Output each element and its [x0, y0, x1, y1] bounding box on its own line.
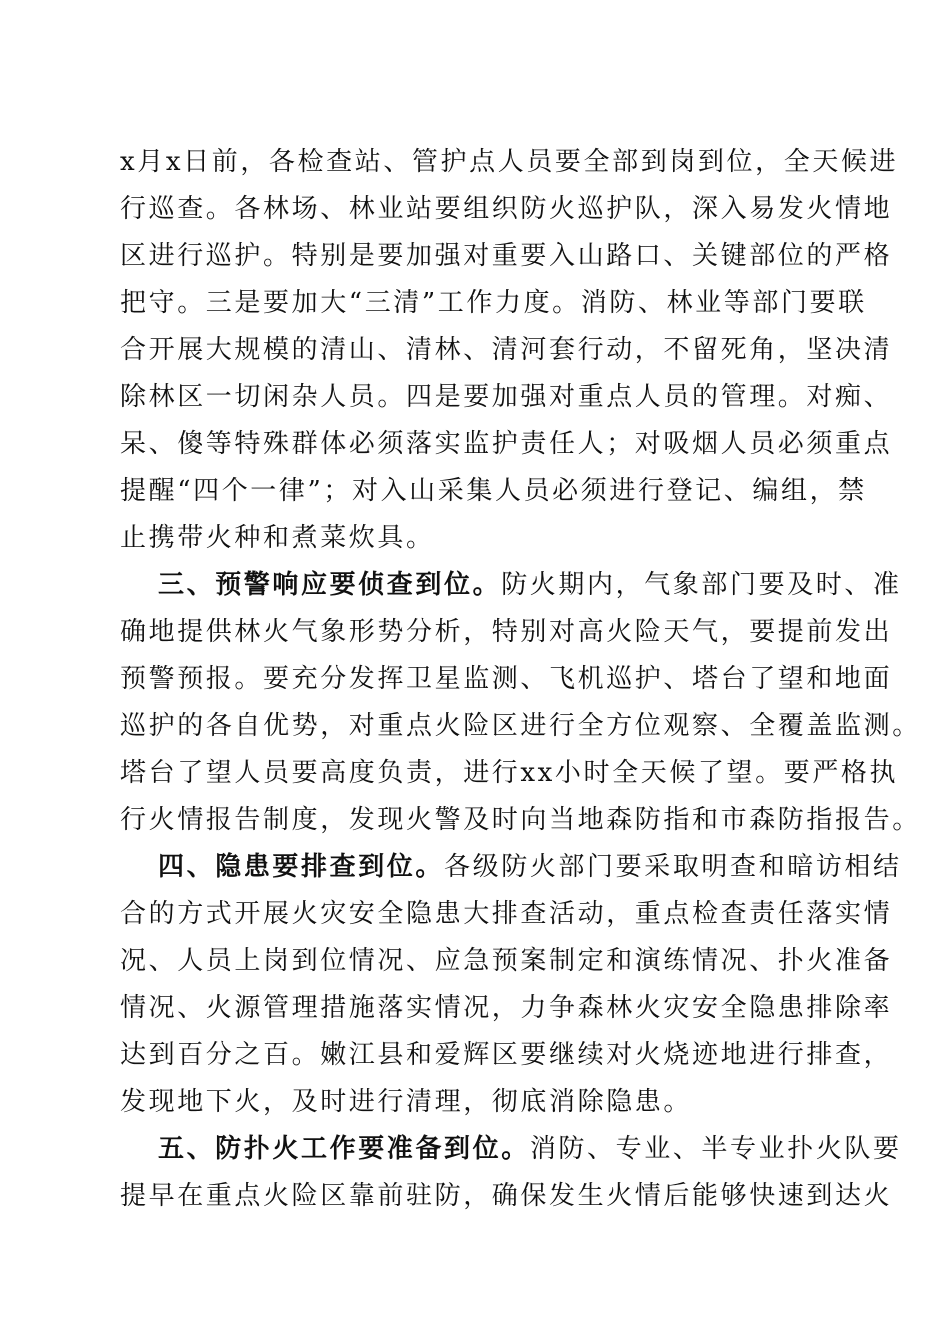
text-line: 行巡查。各林场、林业站要组织防火巡护队，深入易发火情地 — [120, 194, 893, 224]
text-line: 呆、傻等特殊群体必须落实监护责任人；对吸烟人员必须重点 — [120, 429, 893, 459]
section-text: 防火期内，气象部门要及时、准 — [501, 570, 902, 600]
section-heading: 三、预警响应要侦查到位。 — [158, 570, 502, 600]
section-heading: 五、防扑火工作要准备到位。 — [158, 1134, 530, 1164]
section-four-first-line — [158, 852, 902, 882]
text-line: 况、人员上岗到位情况、应急预案制定和演练情况、扑火准备 — [120, 946, 893, 976]
text-line: 情况、火源管理措施落实情况，力争森林火灾安全隐患排除率 — [120, 993, 893, 1023]
text-line: x月x日前，各检查站、管护点人员要全部到岗到位，全天候进 — [120, 147, 899, 177]
section-text: 消防、专业、半专业扑火队要 — [529, 1134, 902, 1164]
text-line: 提醒“四个一律”；对入山采集人员必须进行登记、编组，禁 — [120, 476, 867, 506]
text-line: 合的方式开展火灾安全隐患大排查活动，重点检查责任落实情 — [120, 899, 893, 929]
text-line: 行火情报告制度，发现火警及时向当地森防指和市森防指报告。 — [120, 805, 921, 835]
section-five-first-line — [158, 1134, 902, 1164]
text-line: 发现地下火，及时进行清理，彻底消除隐患。 — [120, 1087, 693, 1117]
text-line: 把守。三是要加大“三清”工作力度。消防、林业等部门要联 — [120, 288, 867, 318]
text-line: 预警预报。要充分发挥卫星监测、飞机巡护、塔台了望和地面 — [120, 664, 893, 694]
text-line: 合开展大规模的清山、清林、清河套行动，不留死角，坚决清 — [120, 335, 893, 365]
section-three-first-line — [158, 570, 902, 600]
text-line: 区进行巡护。特别是要加强对重要入山路口、关键部位的严格 — [120, 241, 893, 271]
text-line: 除林区一切闲杂人员。四是要加强对重点人员的管理。对痴、 — [120, 382, 893, 412]
section-heading: 四、隐患要排查到位。 — [158, 852, 445, 882]
text-line: 塔台了望人员要高度负责，进行xx小时全天候了望。要严格执 — [120, 758, 899, 788]
text-line: 确地提供林火气象形势分析，特别对高火险天气，要提前发出 — [120, 617, 893, 647]
section-text: 各级防火部门要采取明查和暗访相结 — [444, 852, 902, 882]
text-line: 提早在重点火险区靠前驻防，确保发生火情后能够快速到达火 — [120, 1181, 893, 1211]
text-line: 止携带火种和煮菜炊具。 — [120, 523, 435, 553]
text-line: 巡护的各自优势，对重点火险区进行全方位观察、全覆盖监测。 — [120, 711, 921, 741]
text-line: 达到百分之百。嫩江县和爱辉区要继续对火烧迹地进行排查， — [120, 1040, 893, 1070]
